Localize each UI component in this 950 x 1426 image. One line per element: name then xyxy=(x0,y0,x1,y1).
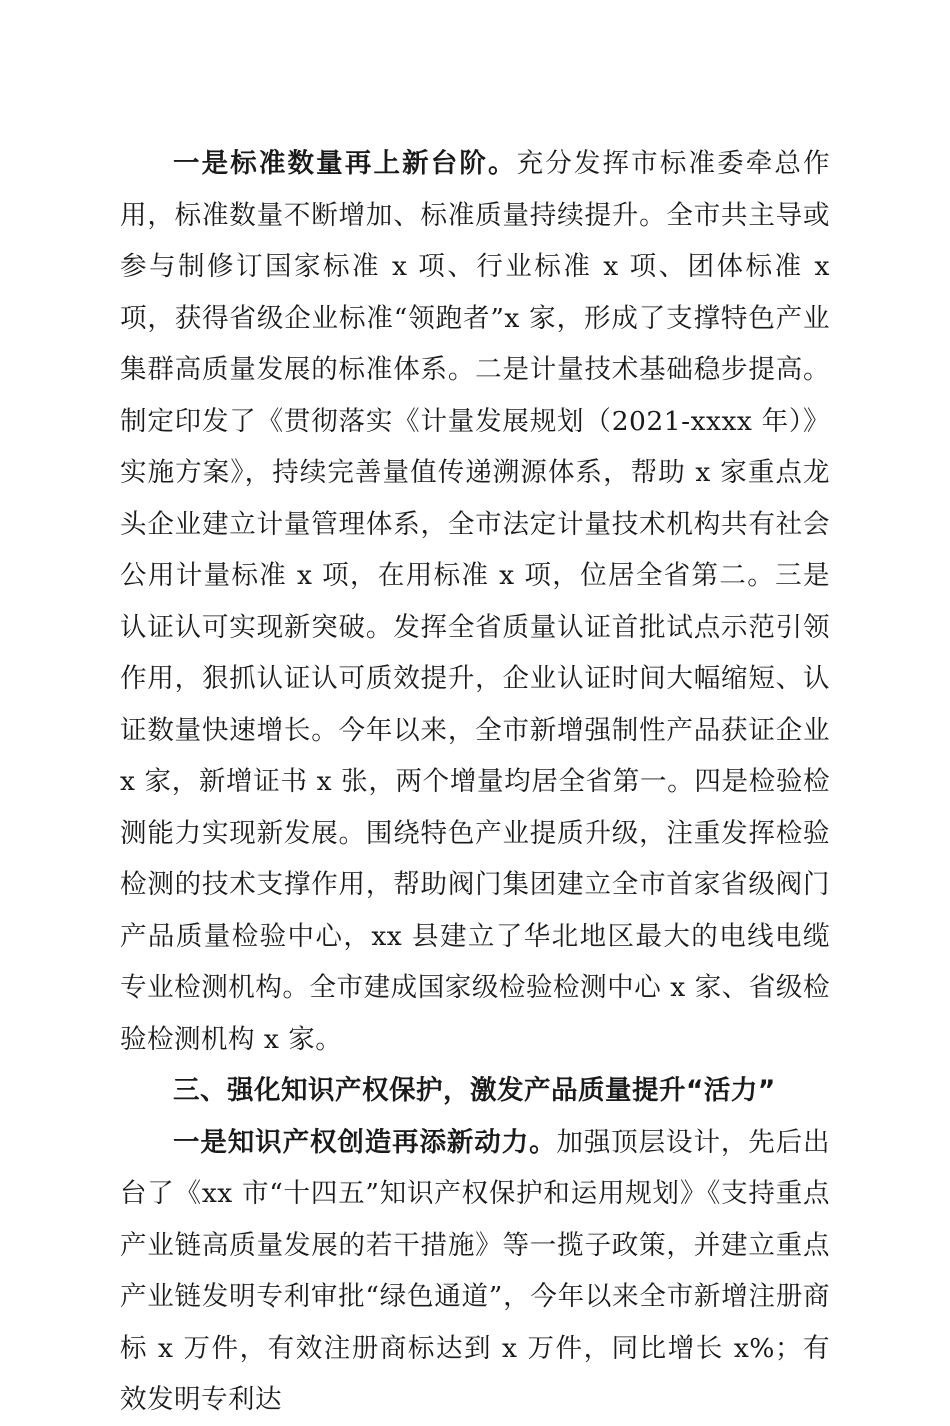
paragraph-lead-3: 三是认证认可实现新突破。 xyxy=(120,560,831,643)
paragraph-lead-1: 一是标准数量再上新台阶。 xyxy=(173,148,517,179)
paragraph-text-4: 围绕特色产业提质升级，注重发挥检验检测的技术支撑作用，帮助阀门集团建立全市首家省级阀门产品质量检验中心，xx 县建立了华北地区最大的电线电缆专业检测机构。全市建成国家级检验检测中心 x 家、省级检验检测机构 x 家。 xyxy=(120,817,831,1055)
section-heading: 三、强化知识产权保护，激发产品质量提升“活力” xyxy=(173,1075,776,1106)
paragraph-lead-ip: 一是知识产权创造再添新动力。 xyxy=(173,1126,557,1158)
paragraph-text-3: 发挥全省质量认证首批试点示范引领作用，狠抓认证认可质效提升，企业认证时间大幅缩短、认证数量快速增长。今年以来，全市新增强制性产品获证企业 x 家，新增证书 x 张，两个增量均居全省第一。 xyxy=(120,611,831,797)
paragraph-text-ip: 加强顶层设计，先后出台了《xx 市“十四五”知识产权保护和运用规划》《支持重点产业链高质量发展的若干措施》等一揽子政策，并建立重点产业链发明专利审批“绿色通道”，今年以来全市新增注册商标 x 万件，有效注册商标达到 x 万件，同比增长 x%；有效发明专利达 xyxy=(120,1126,831,1415)
paragraph-lead-2: 二是计量技术基础稳步提高。 xyxy=(475,354,831,385)
paragraph-text-2: 制定印发了《贯彻落实《计量发展规划（2021-xxxx 年）》实施方案》，持续完善量值传递溯源体系，帮助 x 家重点龙头企业建立计量管理体系，全市法定计量技术机构共有社会公用计量标准 x 项，在用标准 x 项，位居全省第二。 xyxy=(120,405,830,591)
paragraph-lead-4: 四是检验检测能力实现新发展。 xyxy=(120,766,830,849)
paragraph-ip-creation xyxy=(120,1117,830,1426)
paragraph-standards-metrology xyxy=(120,138,830,1065)
paragraph-text-1: 充分发挥市标准委牵总作用，标准数量不断增加、标准质量持续提升。全市共主导或参与制修订国家标准 x 项、行业标准 x 项、团体标准 x 项，获得省级企业标准“领跑者”x 家，形成了支撑特色产业集群高质量发展的标准体系。 xyxy=(120,148,831,385)
document-page xyxy=(120,138,830,1426)
